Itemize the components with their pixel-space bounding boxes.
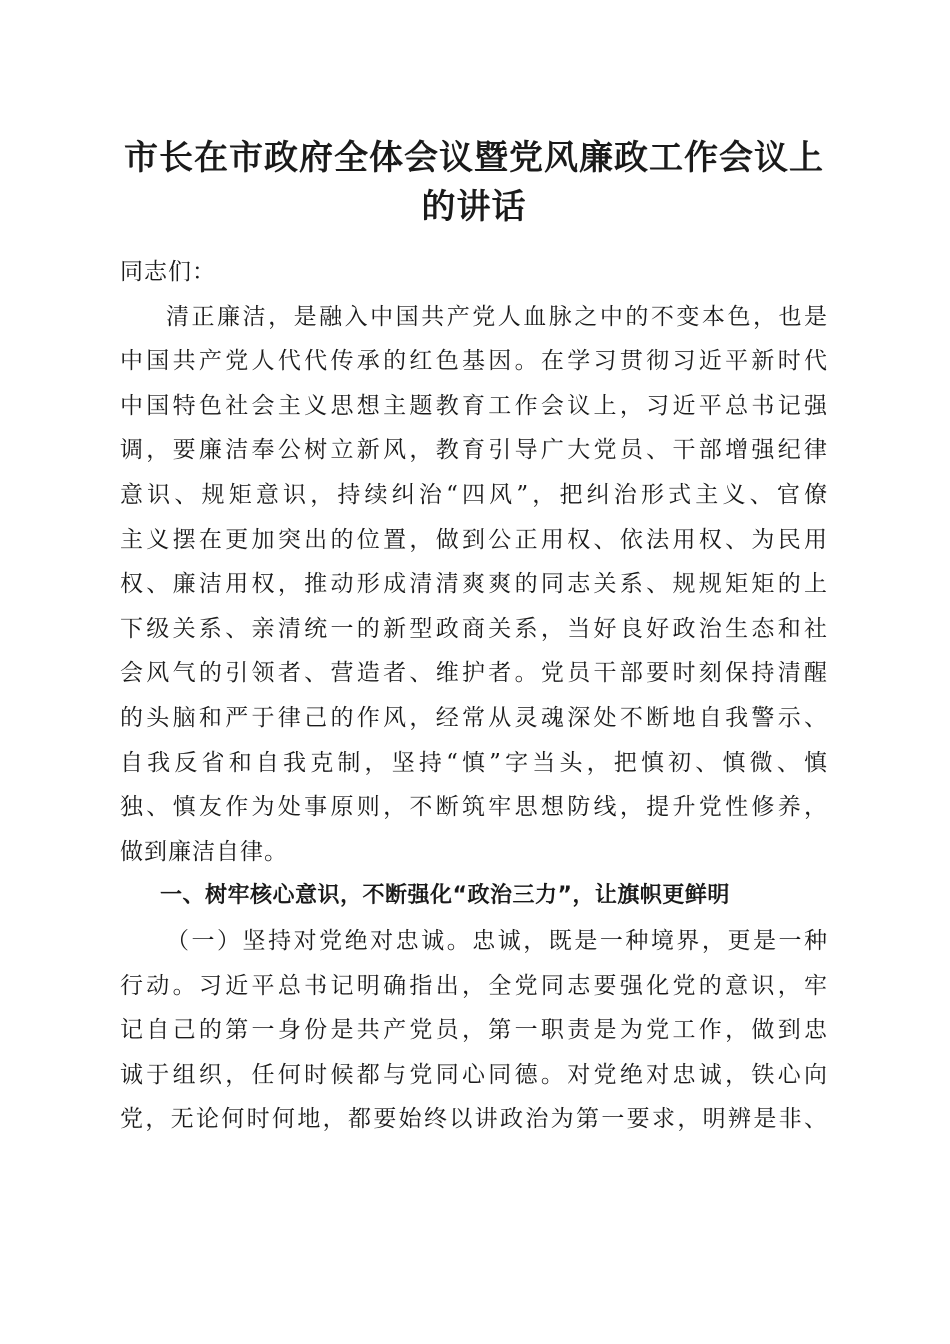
title-line-2: 的讲话 [421, 187, 527, 227]
document-page [120, 0, 828, 232]
paragraph-line: 记自己的第一身份是共产党员，第一职责是为党工作，做到忠 [120, 1017, 828, 1044]
title-line-1: 市长在市政府全体会议暨党风廉政工作会议上 [124, 138, 824, 178]
paragraph-line: 下级关系、亲清统一的新型政商关系，当好良好政治生态和社 [120, 615, 828, 642]
paragraph-line: 中国共产党人代代传承的红色基因。在学习贯彻习近平新时代 [120, 348, 828, 375]
paragraph-line: 行动。习近平总书记明确指出，全党同志要强化党的意识，牢 [120, 972, 828, 999]
paragraph-line: 会风气的引领者、营造者、维护者。党员干部要时刻保持清醒 [120, 660, 828, 687]
paragraph-line: 做到廉洁自律。 [120, 838, 288, 865]
section-heading [120, 874, 828, 919]
paragraph-line: 中国特色社会主义思想主题教育工作会议上，习近平总书记强 [120, 392, 828, 419]
paragraph-line: 诚于组织，任何时候都与党同心同德。对党绝对忠诚，铁心向 [120, 1061, 828, 1088]
document-body [120, 250, 828, 1142]
section-heading-text: 一、树牢核心意识，不断强化“政治三力”，让旗帜更鲜明 [160, 883, 730, 909]
paragraph-line: 权、廉洁用权，推动形成清清爽爽的同志关系、规规矩矩的上 [120, 571, 828, 598]
paragraph-line: 清正廉洁，是融入中国共产党人血脉之中的不变本色，也是 [166, 303, 828, 330]
document-title [120, 0, 828, 232]
paragraph-line: 调，要廉洁奉公树立新风，教育引导广大党员、干部增强纪律 [120, 437, 828, 464]
paragraph-line: 意识、规矩意识，持续纠治“四风”，把纠治形式主义、官僚 [120, 481, 828, 508]
paragraph-line: 独、慎友作为处事原则，不断筑牢思想防线，提升党性修养， [120, 794, 828, 821]
paragraph-line: 自我反省和自我克制，坚持“慎”字当头，把慎初、慎微、慎 [120, 749, 828, 776]
paragraph-line: 党，无论何时何地，都要始终以讲政治为第一要求，明辨是非、 [120, 1106, 828, 1133]
paragraph-intro [120, 295, 828, 875]
paragraph-line: 主义摆在更加突出的位置，做到公正用权、依法用权、为民用 [120, 526, 828, 553]
salutation [120, 250, 828, 295]
paragraph-section-1 [120, 919, 828, 1142]
salutation-text: 同志们： [120, 259, 216, 285]
paragraph-line: （一）坚持对党绝对忠诚。忠诚，既是一种境界，更是一种 [166, 927, 828, 954]
paragraph-line: 的头脑和严于律己的作风，经常从灵魂深处不断地自我警示、 [120, 704, 828, 731]
